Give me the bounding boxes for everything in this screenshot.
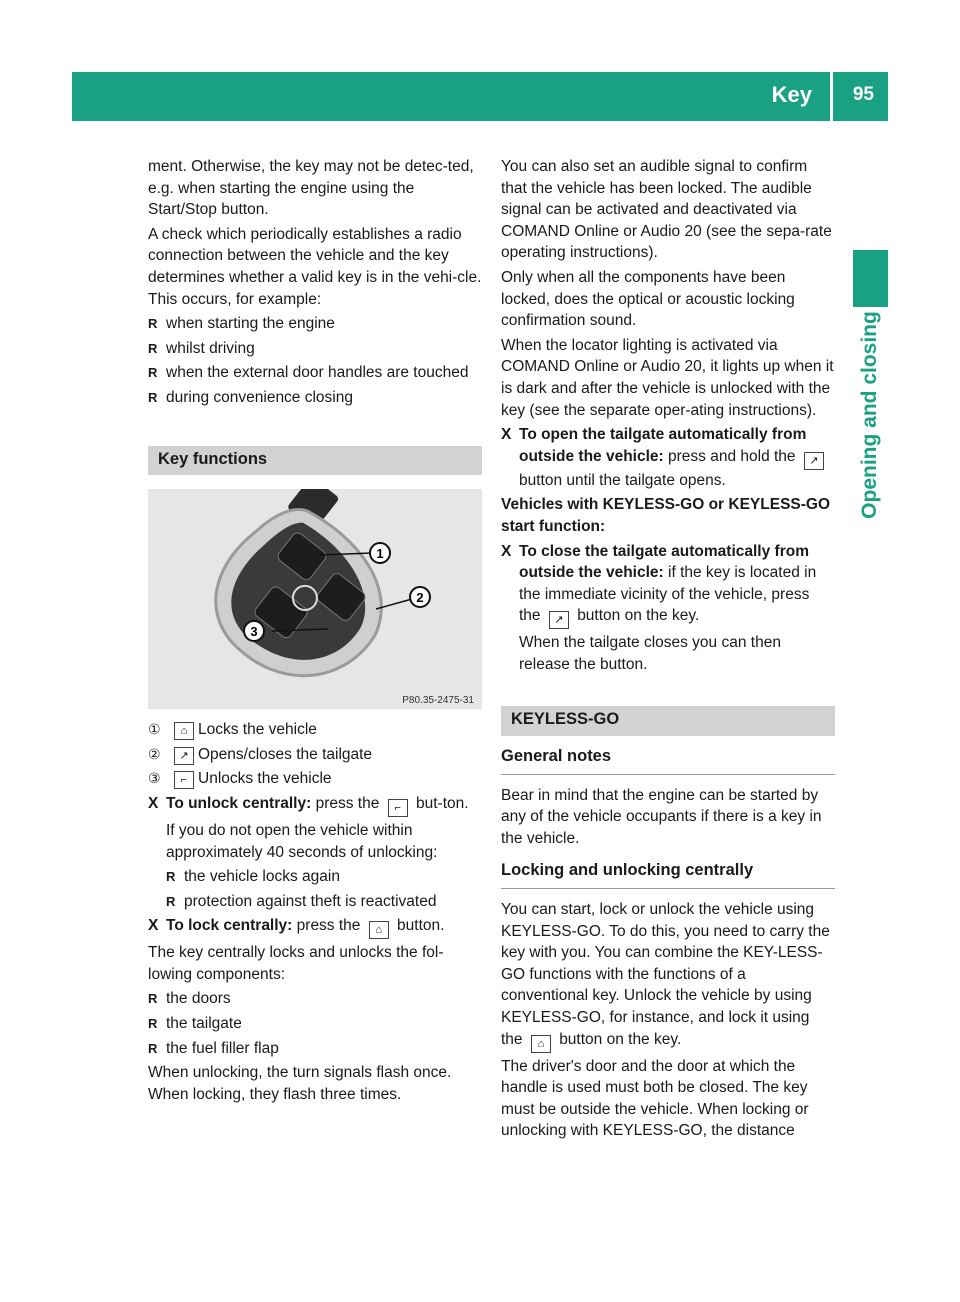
paragraph-text: button on the key.	[559, 1030, 682, 1048]
instruction-marker: X	[148, 794, 159, 812]
list-item: R when the external door handles are touched	[148, 362, 482, 384]
paragraph	[501, 899, 835, 1053]
subheading-general-notes: General notes	[501, 746, 835, 775]
instruction-label: To unlock centrally:	[166, 794, 312, 812]
image-code: P80.35-2475-31	[402, 695, 474, 707]
page-header	[72, 72, 888, 121]
paragraph-text: You can start, lock or unlock the vehicle using KEYLESS-GO. To do this, you need to carry the key with you. You can combine the KEY-LESS-GO functions with the functions of a conventional key. Unlock the vehicle by using KEYLESS-GO, for instance, and lock it using the	[501, 901, 830, 1048]
instruction-text: button until the tailgate opens.	[519, 471, 726, 489]
paragraph: Bear in mind that the engine can be started by any of the vehicle occupants if there is a key in the vehicle.	[501, 786, 822, 847]
section-heading-keyless-go: KEYLESS-GO	[501, 706, 835, 736]
paragraph: The key centrally locks and unlocks the fol-lowing components:	[148, 944, 444, 983]
list-item: R protection against theft is reactivated	[148, 891, 482, 913]
tailgate-icon: ↗	[804, 452, 824, 470]
unlock-icon: ⌐	[174, 771, 194, 789]
left-column	[148, 156, 482, 1108]
paragraph: When the locator lighting is activated via COMAND Online or Audio 20, it lights up when it is dark and after the vehicle is unlocked with the key (see the separate oper-ating instructions).	[501, 336, 834, 419]
keyless-go-heading: Vehicles with KEYLESS-GO or KEYLESS-GO start function:	[501, 496, 831, 535]
instruction-marker: X	[501, 426, 512, 444]
instruction-marker: X	[501, 542, 512, 560]
list-item: R the tailgate	[148, 1013, 482, 1035]
list-item: R during convenience closing	[148, 387, 482, 409]
instruction-text: button on the key.	[577, 607, 700, 625]
instruction-lock	[148, 915, 482, 939]
instruction-text: press and hold the	[668, 447, 796, 465]
callout-number-3: 3	[250, 624, 258, 640]
lock-icon: ⌂	[174, 722, 194, 740]
bold-heading	[501, 494, 835, 537]
instruction-label: To close the tailgate automatically from outside the vehicle:	[519, 542, 809, 582]
header-title: Key	[771, 82, 812, 107]
list-item: R whilst driving	[148, 338, 482, 360]
paragraph: You can also set an audible signal to confirm that the vehicle has been locked. The audible signal can be activated and deactivated via COMAND Online or Audio 20 (see the sepa-rate operating instructions).	[501, 158, 832, 262]
legend-number: ③	[148, 770, 161, 787]
lock-icon: ⌂	[369, 921, 389, 939]
paragraph: The driver's door and the door at which the handle is used must both be closed. The key must be outside the vehicle. When locking or unlocking with KEYLESS-GO, the distance	[501, 1057, 809, 1140]
instruction-label: To open the tailgate automatically from outside the vehicle:	[519, 426, 807, 465]
instruction-unlock	[148, 793, 482, 817]
legend-item	[148, 768, 482, 790]
callout-number-2: 2	[416, 590, 424, 606]
unlock-icon: ⌐	[388, 799, 408, 817]
list-item: R the fuel filler flap	[148, 1038, 482, 1060]
lock-icon: ⌂	[531, 1035, 551, 1053]
instruction-text: button.	[397, 917, 445, 935]
chapter-tab	[853, 250, 888, 307]
right-column	[501, 156, 835, 1145]
legend-text: Opens/closes the tailgate	[198, 745, 373, 763]
instruction-close-tailgate	[501, 541, 835, 630]
instruction-open-tailgate	[501, 424, 835, 491]
header-separator	[830, 72, 833, 121]
legend-text: Unlocks the vehicle	[198, 770, 332, 788]
paragraph: A check which periodically establishes a radio connection between the vehicle and the key determines whether a valid key is in the vehi-cle. This occurs, for example:	[148, 225, 482, 308]
tailgate-icon: ↗	[174, 747, 194, 765]
subheading-locking-unlocking: Locking and unlocking centrally	[501, 860, 835, 889]
paragraph: When the tailgate closes you can then release the button.	[519, 634, 781, 673]
legend-number: ①	[148, 721, 161, 738]
legend-number: ②	[148, 745, 161, 762]
instruction-label: To lock centrally:	[166, 917, 293, 935]
page-number: 95	[852, 84, 874, 105]
instruction-text: press the	[296, 917, 361, 935]
tailgate-icon: ↗	[549, 611, 569, 629]
list-item: R when starting the engine	[148, 313, 482, 335]
paragraph: Only when all the components have been locked, does the optical or acoustic locking confirmation sound.	[501, 268, 795, 330]
callout-number-1: 1	[376, 546, 384, 562]
list-item: R the doors	[148, 988, 482, 1010]
paragraph: When unlocking, the turn signals flash once. When locking, they flash three times.	[148, 1064, 452, 1103]
chapter-label: Opening and closing	[858, 311, 881, 519]
instruction-text: press the	[315, 794, 380, 812]
paragraph: If you do not open the vehicle within approximately 40 seconds of unlocking:	[166, 821, 438, 861]
instruction-marker: X	[148, 917, 159, 935]
key-drawing	[148, 489, 482, 709]
section-heading-key-functions: Key functions	[148, 446, 482, 476]
key-illustration	[148, 489, 482, 709]
instruction-text: but-ton.	[415, 794, 469, 812]
paragraph: ment. Otherwise, the key may not be detec-ted, e.g. when starting the engine using the Start/Stop button.	[148, 158, 474, 219]
list-item: R the vehicle locks again	[148, 866, 482, 888]
legend-text: Locks the vehicle	[198, 721, 317, 739]
legend-item	[148, 719, 482, 741]
instruction-text: if the key is located in the immediate vicinity of the vehicle, press the	[519, 564, 817, 625]
legend-item	[148, 744, 482, 766]
